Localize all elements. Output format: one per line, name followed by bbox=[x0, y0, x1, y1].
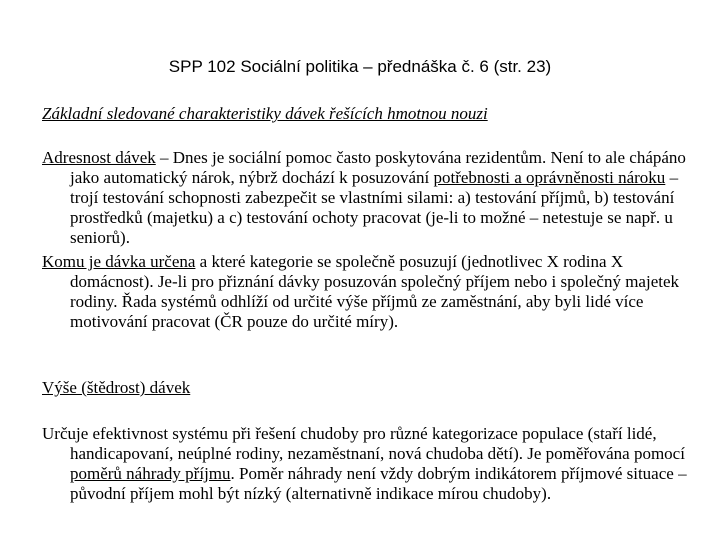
paragraph-adresnost bbox=[42, 148, 710, 248]
term-pomeru-nahrady-prijmu: poměrů náhrady příjmu bbox=[70, 464, 231, 483]
paragraph-urcuje bbox=[42, 424, 710, 504]
slide-title: SPP 102 Sociální politika – přednáška č. 6 (str. 23) bbox=[168, 57, 552, 76]
term-komu-je-davka-urcena: Komu je dávka určena bbox=[42, 252, 196, 271]
term-adresnost-davek: Adresnost dávek bbox=[42, 148, 156, 167]
text-adresnost-1: – Dnes je sociální pomoc často poskytována rezidentům. Není to ale chápáno jako automatický nárok, nýbrž dochází k posuzování bbox=[70, 148, 686, 187]
term-potrebnosti: potřebnosti a oprávněnosti nároku bbox=[433, 168, 666, 187]
text-urcuje-2: . Poměr náhrady není vždy dobrým indikátorem příjmové situace – původní příjem mohl být nízký (alternativně indikace mírou chudoby). bbox=[70, 464, 687, 503]
text-urcuje-1: Určuje efektivnost systému při řešení chudoby pro různé kategorizace populace (staří lidé, handicapovaní, neúplné rodiny, nezaměstnaní, nová chudoba dětí). Je poměřována pomocí bbox=[42, 424, 685, 463]
text-adresnost-2: – trojí testování schopnosti zabezpečit se vlastními silami: a) testování příjmů, b) testování prostředků (majetku) a c) testování ochoty pracovat (je-li to možné – netestuje se např. u seniorů). bbox=[70, 168, 679, 247]
paragraph-komu bbox=[42, 252, 710, 332]
section-heading-main: Základní sledované charakteristiky dávek řešících hmotnou nouzi bbox=[42, 104, 488, 123]
text-komu-1: a které kategorie se společně posuzují (jednotlivec X rodina X domácnost). Je-li pro přiznání dávky posuzován společný příjem nebo i společný majetek rodiny. Řada systémů odhlíží od určité výše příjmů ze zaměstnání, aby byli lidé více motivování pracovat (ČR pouze do určité míry). bbox=[70, 252, 680, 331]
section-heading-vyse: Výše (štědrost) dávek bbox=[42, 378, 191, 397]
